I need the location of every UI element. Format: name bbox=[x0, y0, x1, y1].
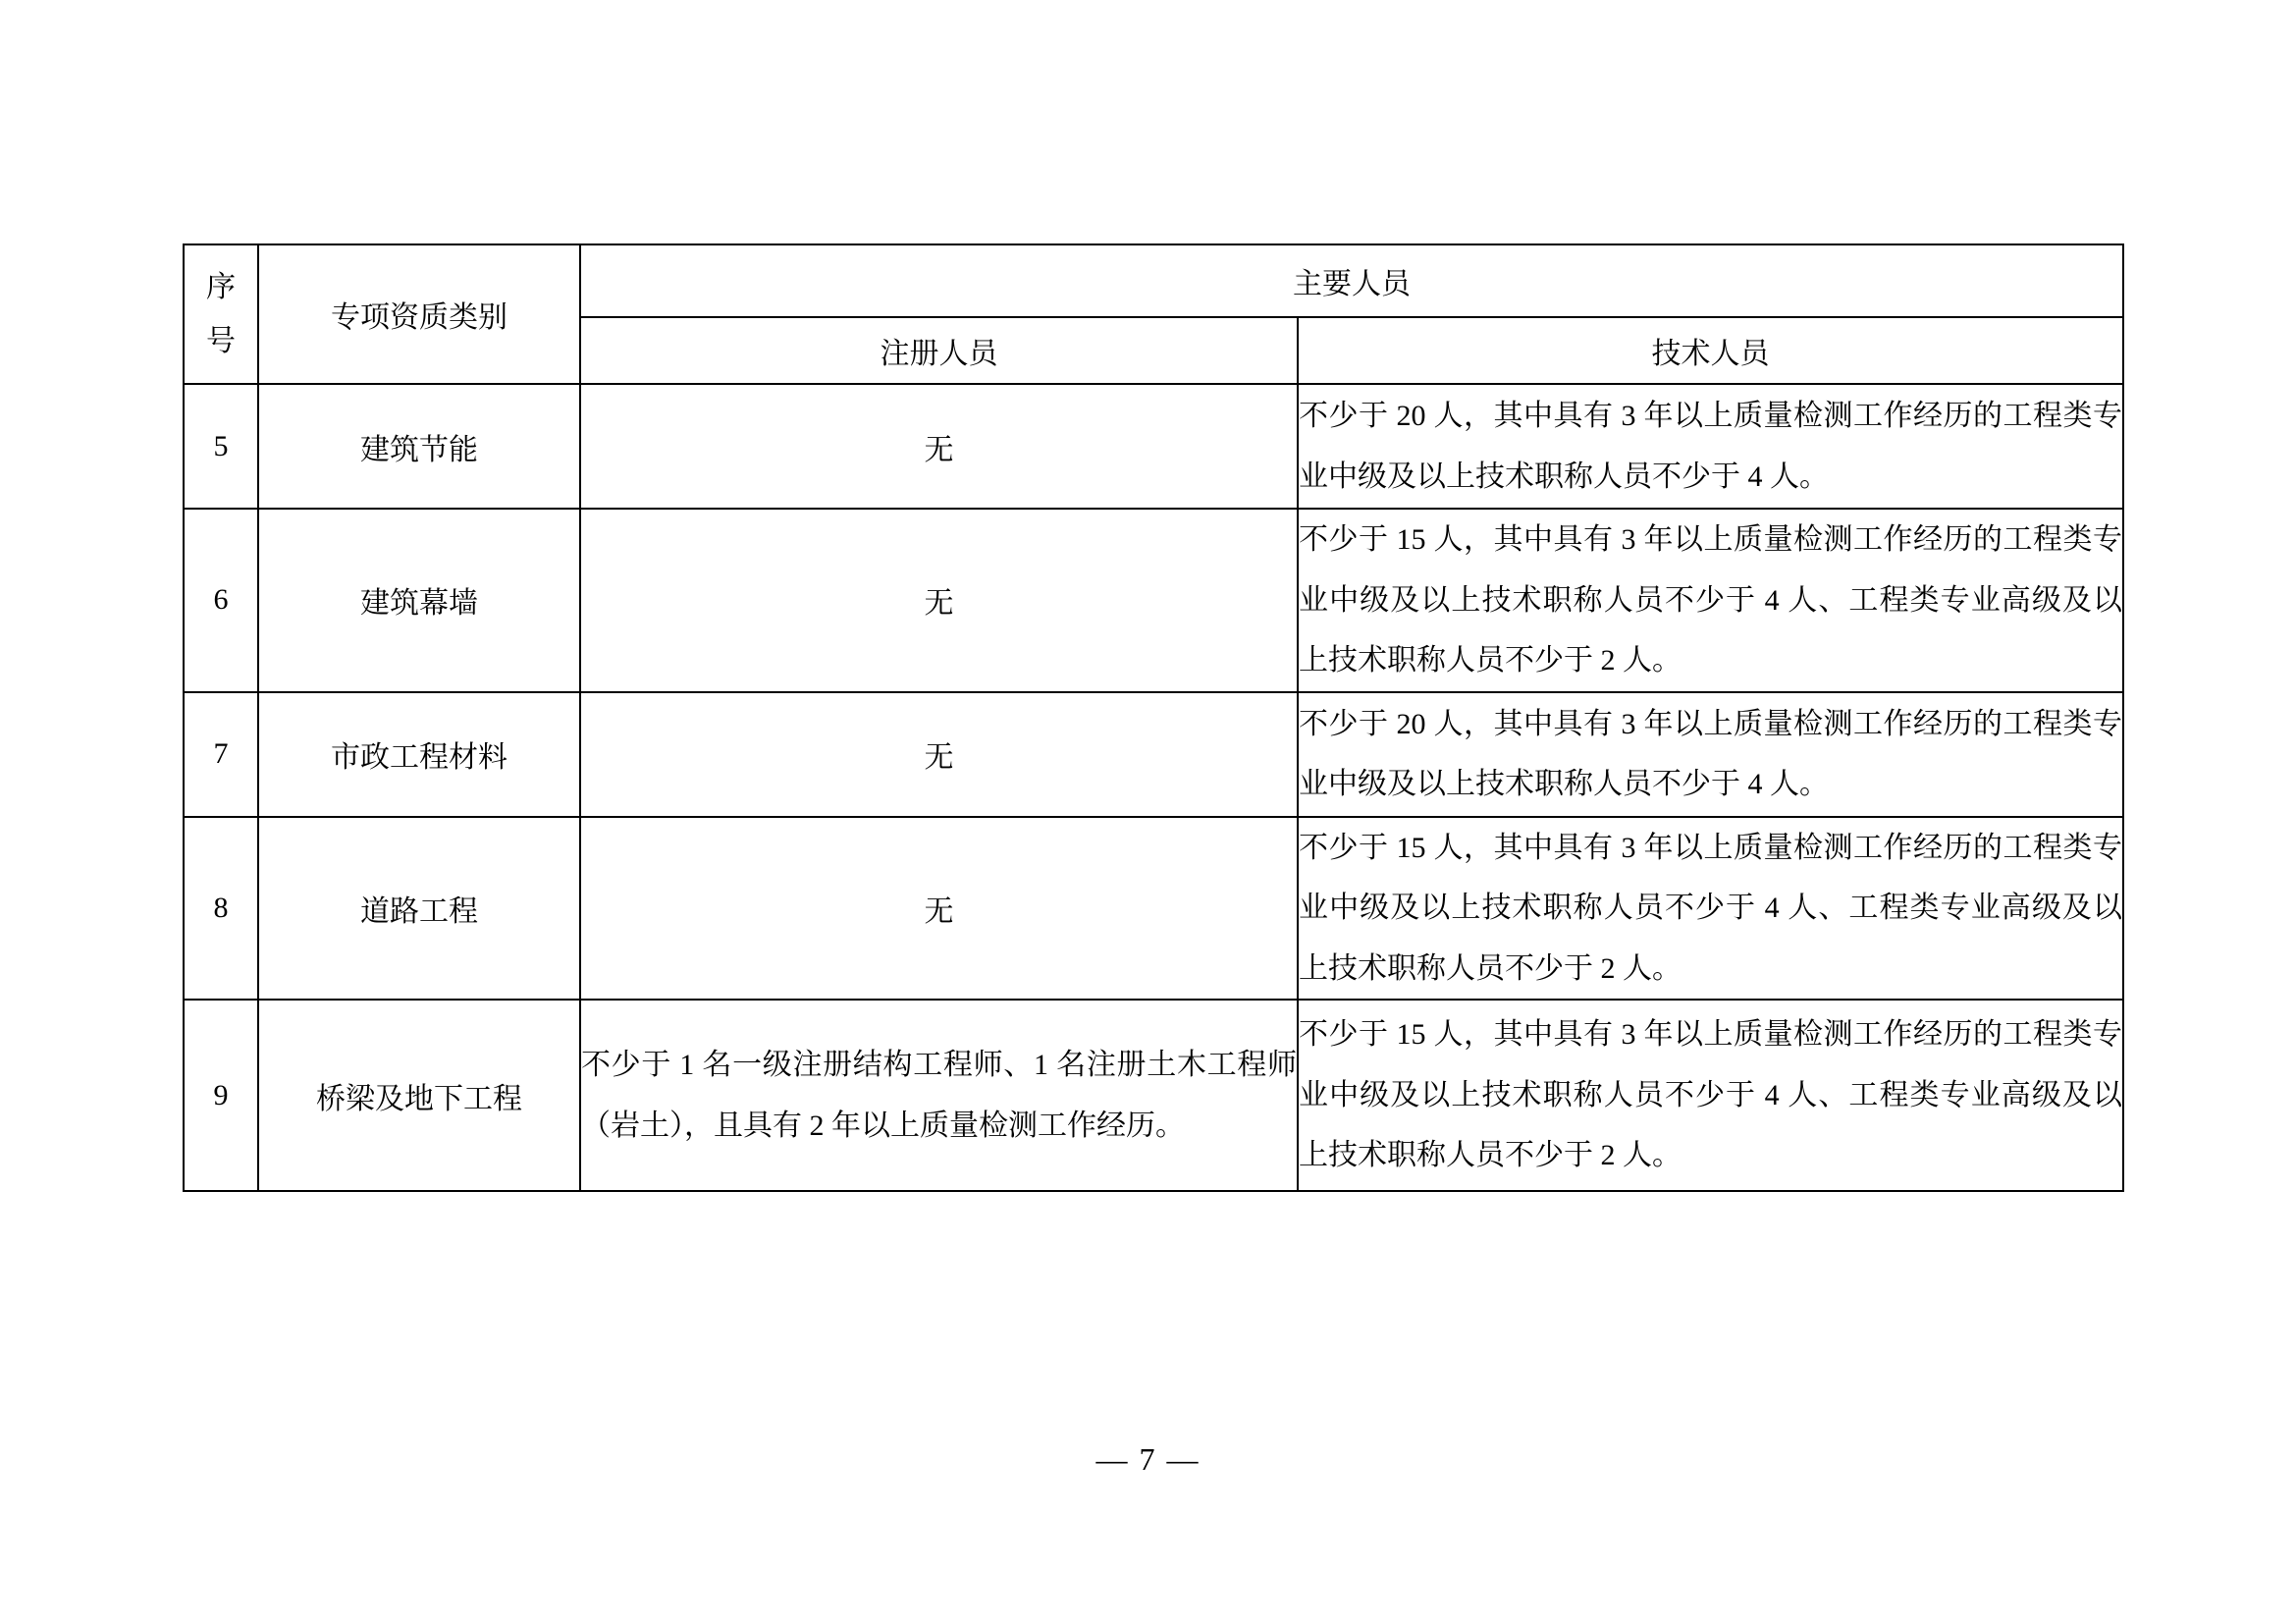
row-registered: 无 bbox=[580, 384, 1298, 509]
row-registered: 无 bbox=[580, 509, 1298, 692]
header-registered: 注册人员 bbox=[580, 317, 1298, 384]
header-category: 专项资质类别 bbox=[258, 244, 580, 384]
row-seq: 5 bbox=[184, 384, 258, 509]
row-seq: 8 bbox=[184, 817, 258, 1001]
qualification-requirements-table bbox=[183, 244, 2124, 1192]
row-seq: 7 bbox=[184, 692, 258, 817]
header-seq-label: 序号 bbox=[206, 270, 236, 357]
row-technical: 不少于 15 人，其中具有 3 年以上质量检测工作经历的工程类专业中级及以上技术职称人员不少于 4 人、工程类专业高级及以上技术职称人员不少于 2 人。 bbox=[1298, 509, 2123, 692]
header-technical: 技术人员 bbox=[1298, 317, 2123, 384]
header-main-personnel: 主要人员 bbox=[580, 244, 2123, 317]
table-row bbox=[184, 817, 2123, 1001]
row-technical: 不少于 20 人，其中具有 3 年以上质量检测工作经历的工程类专业中级及以上技术职称人员不少于 4 人。 bbox=[1298, 384, 2123, 509]
table-row bbox=[184, 509, 2123, 692]
row-category: 建筑幕墙 bbox=[258, 509, 580, 692]
header-seq bbox=[184, 244, 258, 384]
page-number: — 7 — bbox=[1095, 1441, 1201, 1477]
row-registered: 不少于 1 名一级注册结构工程师、1 名注册土木工程师（岩土），且具有 2 年以上质量检测工作经历。 bbox=[580, 1000, 1298, 1191]
row-category: 桥梁及地下工程 bbox=[258, 1000, 580, 1191]
row-category: 市政工程材料 bbox=[258, 692, 580, 817]
row-seq: 9 bbox=[184, 1000, 258, 1191]
row-category: 道路工程 bbox=[258, 817, 580, 1001]
row-technical: 不少于 20 人，其中具有 3 年以上质量检测工作经历的工程类专业中级及以上技术职称人员不少于 4 人。 bbox=[1298, 692, 2123, 817]
row-category: 建筑节能 bbox=[258, 384, 580, 509]
table-header-row-1 bbox=[184, 244, 2123, 317]
row-seq: 6 bbox=[184, 509, 258, 692]
row-registered: 无 bbox=[580, 692, 1298, 817]
row-registered: 无 bbox=[580, 817, 1298, 1001]
row-technical: 不少于 15 人，其中具有 3 年以上质量检测工作经历的工程类专业中级及以上技术职称人员不少于 4 人、工程类专业高级及以上技术职称人员不少于 2 人。 bbox=[1298, 817, 2123, 1001]
table-row bbox=[184, 692, 2123, 817]
row-technical: 不少于 15 人，其中具有 3 年以上质量检测工作经历的工程类专业中级及以上技术职称人员不少于 4 人、工程类专业高级及以上技术职称人员不少于 2 人。 bbox=[1298, 1000, 2123, 1191]
table-row bbox=[184, 384, 2123, 509]
table-row bbox=[184, 1000, 2123, 1191]
